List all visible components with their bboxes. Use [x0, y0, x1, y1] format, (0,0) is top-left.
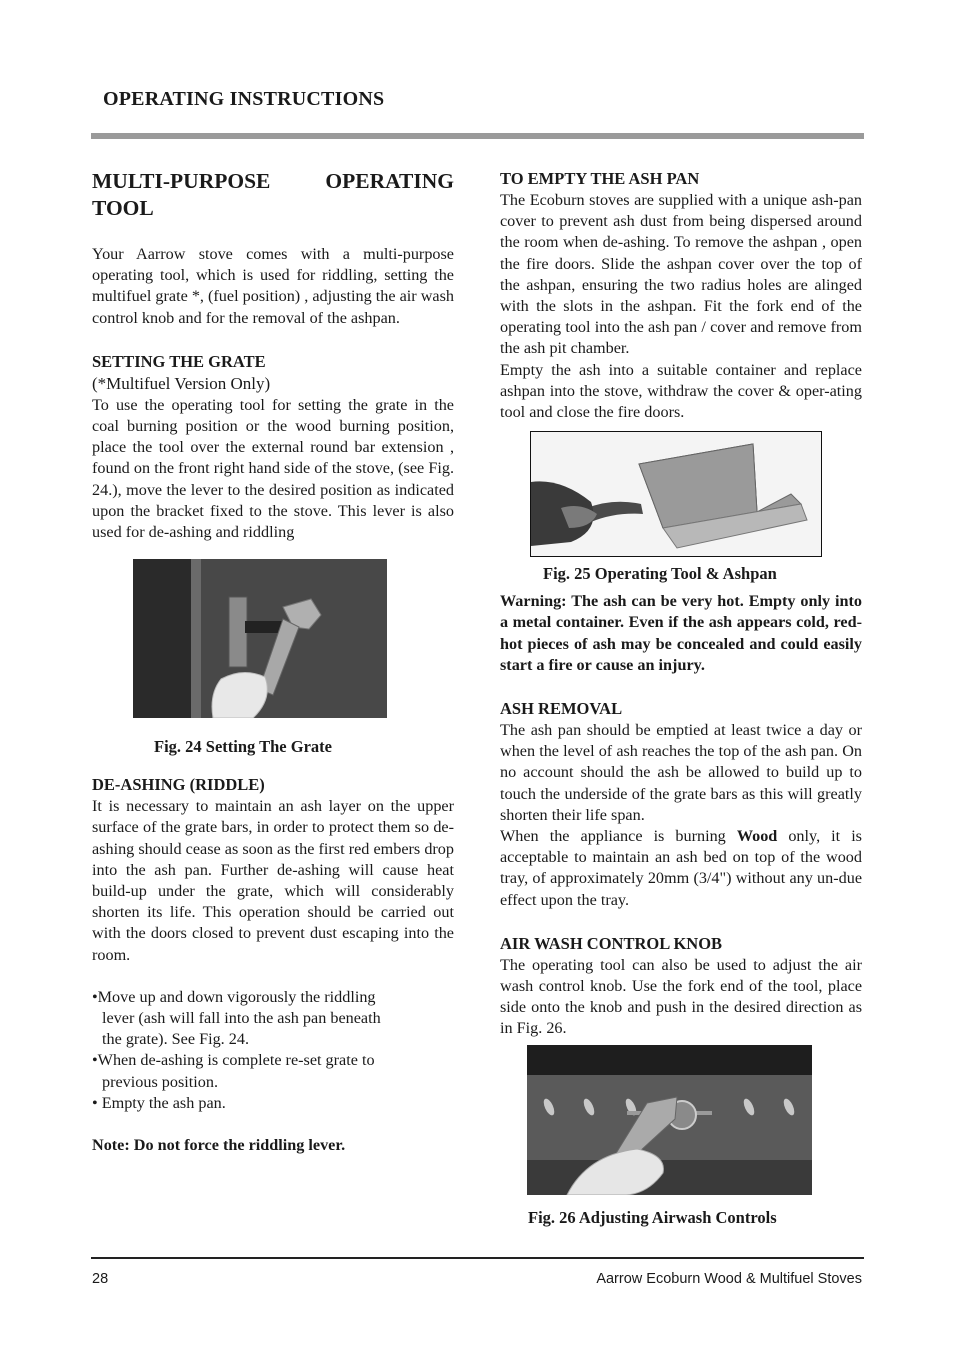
deashing-paragraph: It is necessary to maintain an ash layer on the upper surface of the grate bars, in order to protect them so de-ashing should cease as soon as the first red embers drop into the ash pan. Further de-ashing will cause heat build-up under the grate, which will considerably shorten its life. This operation should be carried out with the doors closed to prevent dust escaping into the room.	[92, 797, 454, 964]
airwash-heading: AIR WASH CONTROL KNOB	[500, 933, 723, 953]
bullet-item	[92, 987, 454, 1051]
deashing-heading: DE-ASHING (RIDDLE)	[92, 775, 265, 795]
fig24-caption: Fig. 24 Setting The Grate	[154, 737, 332, 757]
section-title-line1: MULTI-PURPOSE OPERATING	[92, 169, 454, 193]
grate-heading: SETTING THE GRATE	[92, 351, 266, 371]
ash-removal-paragraph-1: The ash pan should be emptied at least twice a day or when the level of ash reaches the top of the ash pan. On no account should the ash be allowed to build up to touch the underside of the grate bars as this will greatly shorten their life span.	[500, 721, 862, 824]
ash-removal-heading: ASH REMOVAL	[500, 699, 623, 719]
section-title	[92, 168, 454, 222]
bottom-rule	[91, 1257, 864, 1259]
bullet-line: •Move up and down vigorously the riddling	[92, 987, 376, 1006]
airwash-paragraph: The operating tool can also be used to adjust the air wash control knob. Use the fork end of the tool, place side onto the knob and push in the desired direction as in Fig. 26.	[500, 955, 862, 1038]
fig24-illustration	[133, 559, 387, 718]
right-column	[500, 168, 862, 1229]
footer-doc-title: Aarrow Ecoburn Wood & Multifuel Stoves	[596, 1271, 862, 1287]
warning-text: Warning: The ash can be very hot. Empty only into a metal container. Even if the ash appears cold, red-hot pieces of ash may be concealed and could easily start a fire or cause an injury.	[500, 592, 862, 674]
fig26-illustration	[527, 1045, 812, 1195]
fig26-caption: Fig. 26 Adjusting Airwash Controls	[528, 1207, 777, 1227]
note-text: Note: Do not force the riddling lever.	[92, 1136, 346, 1155]
grate-subheading: (*Multifuel Version Only)	[92, 373, 271, 393]
bullet-line: lever (ash will fall into the ash pan beneath	[102, 1009, 381, 1028]
fig24-photo	[133, 559, 387, 718]
ashpan-paragraph-1: The Ecoburn stoves are supplied with a unique ash-pan cover to prevent ash dust from being dispersed around the room when de-ashing. To remove the ashpan , open the fire doors. Slide the ashpan cover over the top of the ashpan, ensuring the two radius holes are alinged with the slots in the ashpan. Fit the fork end of the operating tool into the ash pan / cover and remove from the ash pit chamber.	[500, 191, 862, 358]
top-rule	[91, 133, 864, 139]
fig25-caption: Fig. 25 Operating Tool & Ashpan	[543, 564, 777, 584]
fig25-illustration	[531, 432, 821, 556]
ash-removal-text-a: When the appliance is burning	[500, 827, 737, 846]
bullet-item	[92, 1050, 454, 1092]
ashpan-paragraph-2: Empty the ash into a suitable container and replace ashpan into the stove, withdraw the cover & oper-ating tool and close the fire doors.	[500, 360, 862, 422]
intro-paragraph: Your Aarrow stove comes with a multi-purpose operating tool, which is used for riddling, setting the multifuel grate *, (fuel position) , adjusting the air wash control knob and for the removal of the ashpan.	[92, 245, 454, 327]
ashpan-heading: TO EMPTY THE ASH PAN	[500, 169, 700, 188]
section-title-line2: TOOL	[92, 196, 154, 220]
fig25-photo	[530, 431, 822, 557]
bullet-item: • Empty the ash pan.	[92, 1093, 226, 1112]
bullet-line: previous position.	[102, 1072, 219, 1091]
fig26-photo	[527, 1045, 812, 1195]
left-column	[92, 168, 454, 1156]
bullet-line: the grate). See Fig. 24.	[102, 1030, 249, 1049]
bullet-line: •When de-ashing is complete re-set grate to	[92, 1051, 375, 1070]
ash-removal-text-b: only, it is acceptable to maintain an ash bed on top of the wood tray, of approximately 20mm (3/4") without any un-due effect upon the tray.	[500, 827, 862, 909]
deashing-bullets	[92, 987, 454, 1114]
ash-removal-bold-word: Wood	[736, 827, 778, 846]
ash-removal-paragraph-2	[500, 826, 862, 911]
grate-paragraph: To use the operating tool for setting the grate in the coal burning position or the wood burning position, place the tool over the external round bar extension , found on the front right hand side of the stove, (see Fig. 24.), move the lever to the desired position as indicated upon the bracket fixed to the stove. This lever is also used for de-ashing and riddling	[92, 395, 454, 542]
page-header: OPERATING INSTRUCTIONS	[103, 88, 385, 110]
page-number: 28	[92, 1271, 109, 1287]
